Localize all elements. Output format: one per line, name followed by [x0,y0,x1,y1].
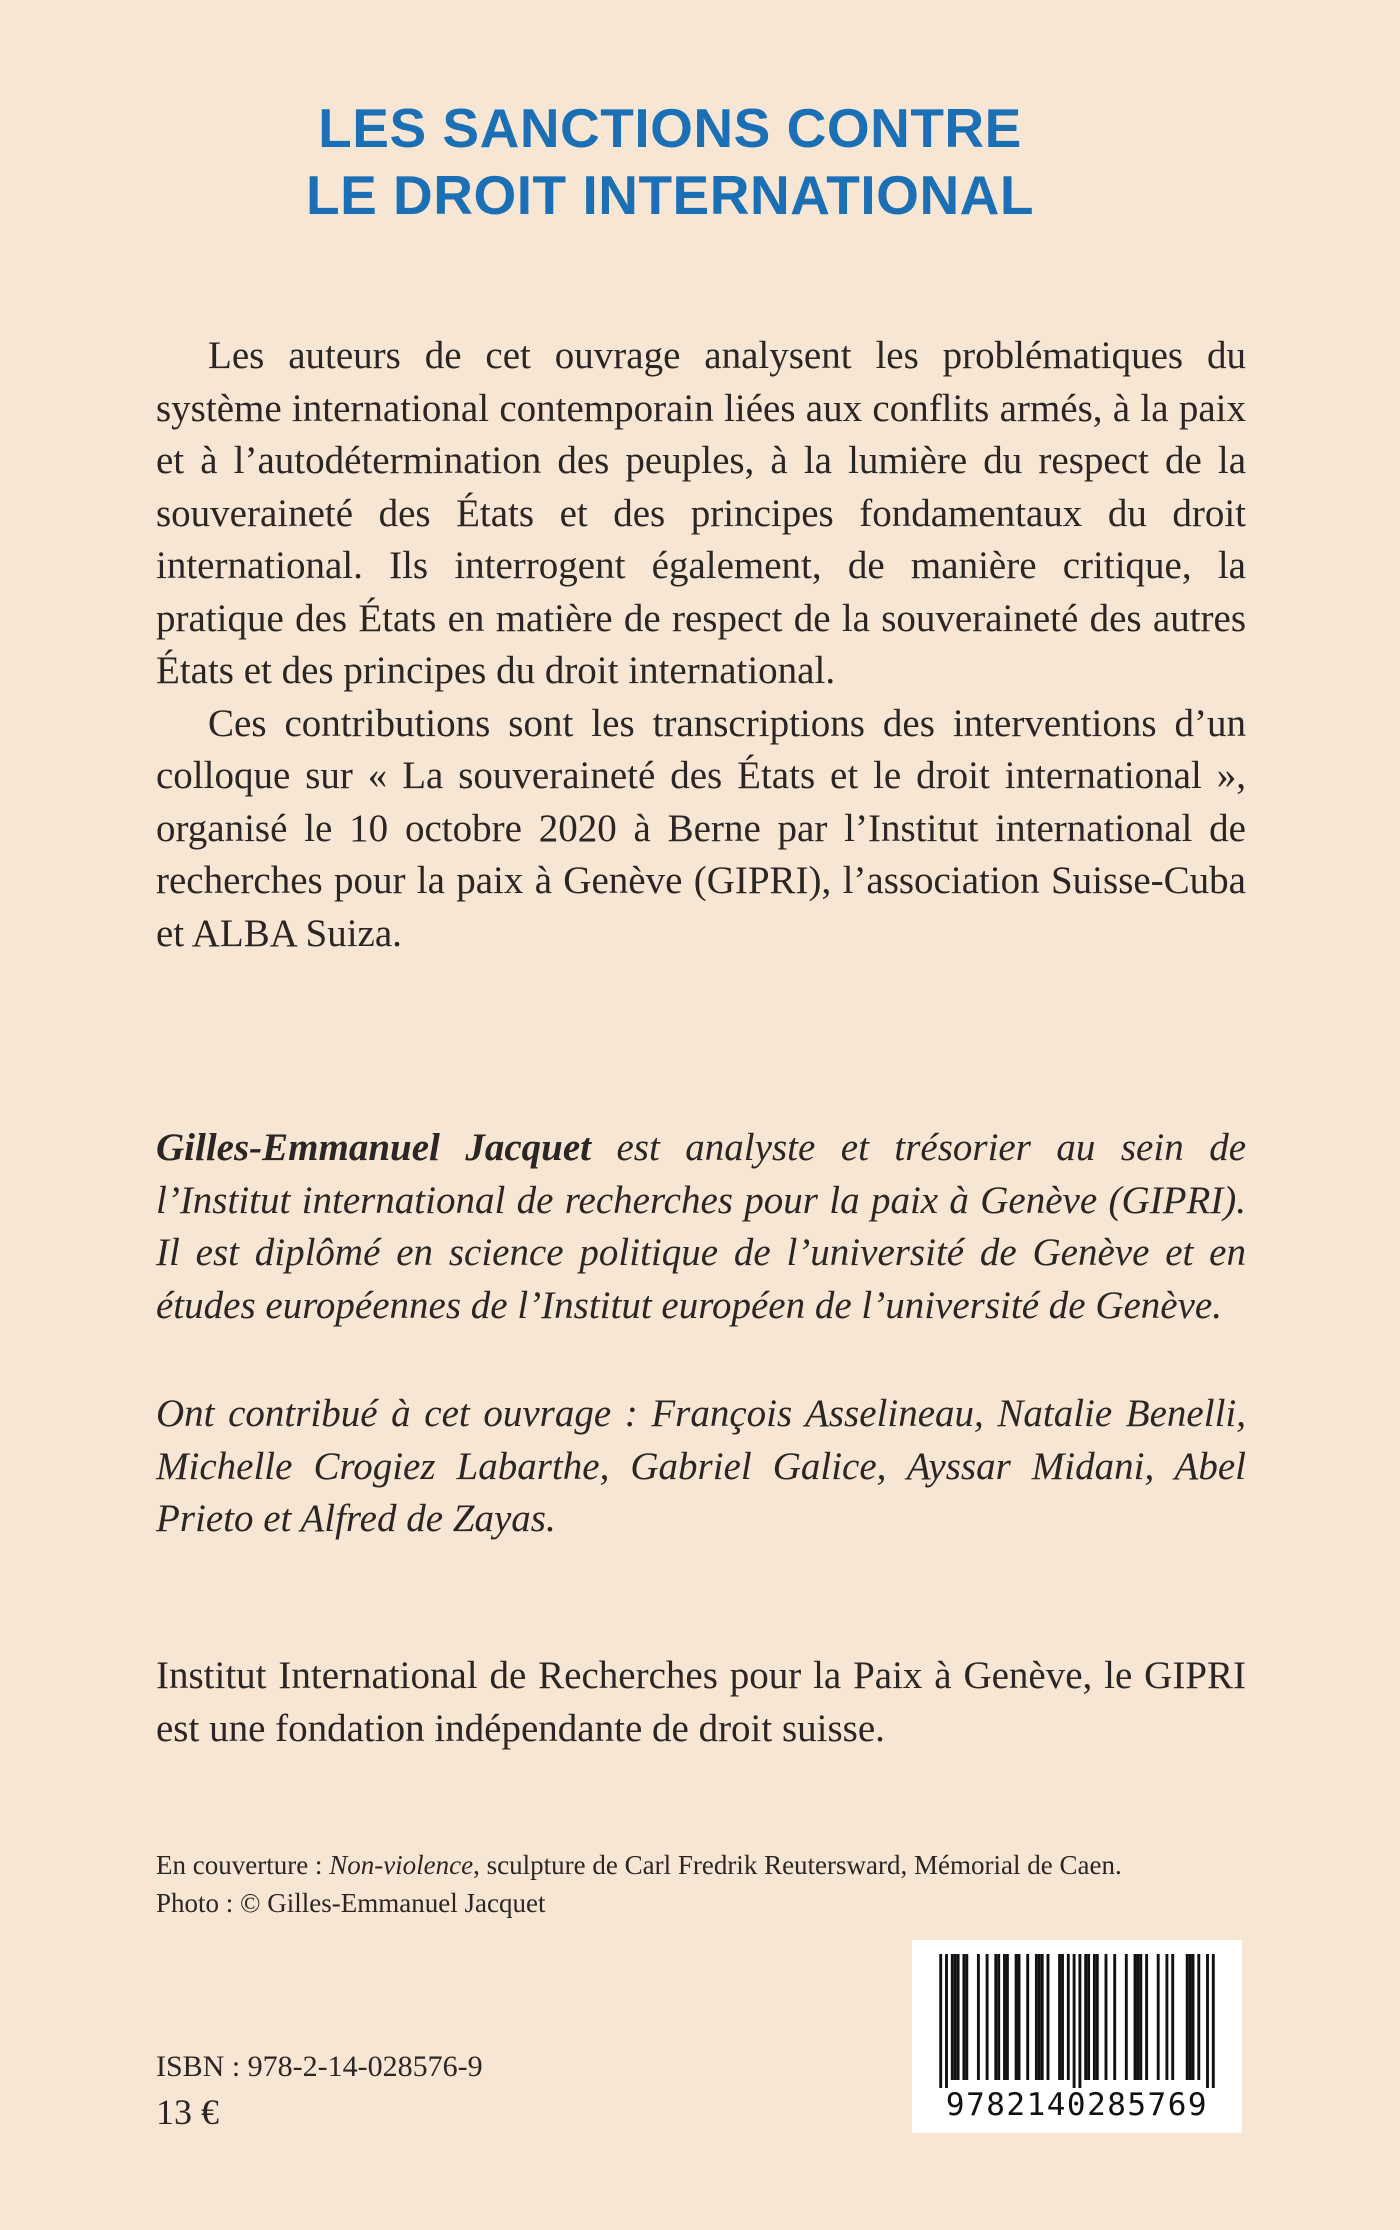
barcode-bar [986,1954,989,2080]
cover-credit-line [156,1846,1256,1884]
title-line-1: LES SANCTIONS CONTRE [318,97,1022,159]
barcode-bar [962,1954,965,2080]
cover-credit-rest: , sculpture de Carl Fredrik Reutersward, Mémorial de Caen. [473,1850,1122,1880]
barcode-bar [1145,1954,1148,2080]
barcode-bar [1136,1954,1139,2080]
barcode-bar [1105,1954,1108,2080]
title-line-2: LE DROIT INTERNATIONAL [306,164,1034,226]
summary-section [156,330,1246,960]
barcode-bar [1171,1954,1174,2080]
summary-paragraph-1: Les auteurs de cet ouvrage analysent les problématiques du système international contemporain liées aux conflits armés, à la paix et à l’autodétermination des peuples, à la lumière du respect de la souveraineté des États et des principes fondamentaux du droit international. Ils interrogent également, de manière critique, la pratique des États en matière de respect de la souveraineté des autres États et des principes du droit international. [156,334,1246,692]
barcode-bar [1157,1954,1160,2080]
author-name: Gilles-Emmanuel Jacquet [156,1126,591,1169]
barcode-bar [1041,1954,1044,2080]
barcode-bar [1058,1954,1061,2080]
barcode-bar [1189,1954,1192,2080]
barcode-bar [957,1954,960,2080]
barcode-bar [1206,1954,1209,2088]
barcode-bar [1212,1954,1215,2088]
author-bio [156,1122,1246,1332]
barcode-bar [951,1954,954,2080]
author-bio-text: est analyste et trésorier au sein de l’Institut international de recherches pour la paix à Genève (GIPRI). Il est diplômé en science politique de l’université de Genève et en études européennes de l’Institut européen de l’université de Genève. [156,1126,1247,1327]
barcode-bar [1084,1954,1087,2080]
barcode-bar [1139,1954,1142,2080]
book-title [0,95,1340,229]
barcode [912,1940,1242,2133]
barcode-bar [1113,1954,1116,2080]
barcode-bar [1026,1954,1029,2080]
barcode-bar [1078,1954,1081,2088]
barcode-bar [1165,1954,1168,2080]
barcode-bar [1067,1954,1070,2080]
photo-credit-line: Photo : © Gilles-Emmanuel Jacquet [156,1888,546,1918]
barcode-bar [1093,1954,1096,2080]
barcode-bar [994,1954,997,2080]
barcode-bar [1018,1954,1021,2080]
barcode-bar [1061,1954,1064,2080]
barcode-bar [1003,1954,1006,2080]
barcode-bar [977,1954,980,2080]
barcode-bar [1047,1954,1050,2080]
barcode-bar [1038,1954,1041,2080]
barcode-bar [945,1954,948,2088]
summary-paragraph-2: Ces contributions sont les transcriptions des interventions d’un colloque sur « La souveraineté des États et le droit international », organisé le 10 octobre 2020 à Berne par l’Institut international de recherches pour la paix à Genève (GIPRI), l’association Suisse-Cuba et ALBA Suiza. [156,701,1246,955]
barcode-bar [1192,1954,1195,2080]
barcode-bar [1073,1954,1076,2088]
barcode-digits: 9782140285769 [945,2087,1209,2123]
barcode-bar [1125,1954,1128,2080]
cover-credits [156,1846,1256,1922]
barcode-bar [939,1954,942,2088]
barcode-bar [1035,1954,1038,2080]
cover-credit-title: Non-violence [329,1850,474,1880]
barcode-bar [1096,1954,1099,2080]
barcode-bar [1134,1954,1137,2080]
price-text: 13 € [156,2092,219,2132]
barcode-bar [1186,1954,1189,2080]
gipri-note: Institut International de Recherches pour la Paix à Genève, le GIPRI est une fondation indépendante de droit suisse. [156,1654,1246,1750]
contributors-list: Ont contribué à cet ouvrage : François Asselineau, Natalie Benelli, Michelle Crogiez Labarthe, Gabriel Galice, Ayssar Midani, Abel Prieto et Alfred de Zayas. [156,1392,1246,1540]
barcode-bar [1197,1954,1200,2080]
barcode-bar [997,1954,1000,2080]
barcode-bar [965,1954,968,2080]
cover-credit-prefix: En couverture : [156,1850,330,1880]
barcode-bar [1087,1954,1090,2080]
isbn-text: ISBN : 978-2-14-028576-9 [156,2050,483,2083]
barcode-bar [1015,1954,1018,2080]
barcode-bar [954,1954,957,2080]
barcode-bar [1006,1954,1009,2080]
barcode-bars [912,1940,1242,2090]
